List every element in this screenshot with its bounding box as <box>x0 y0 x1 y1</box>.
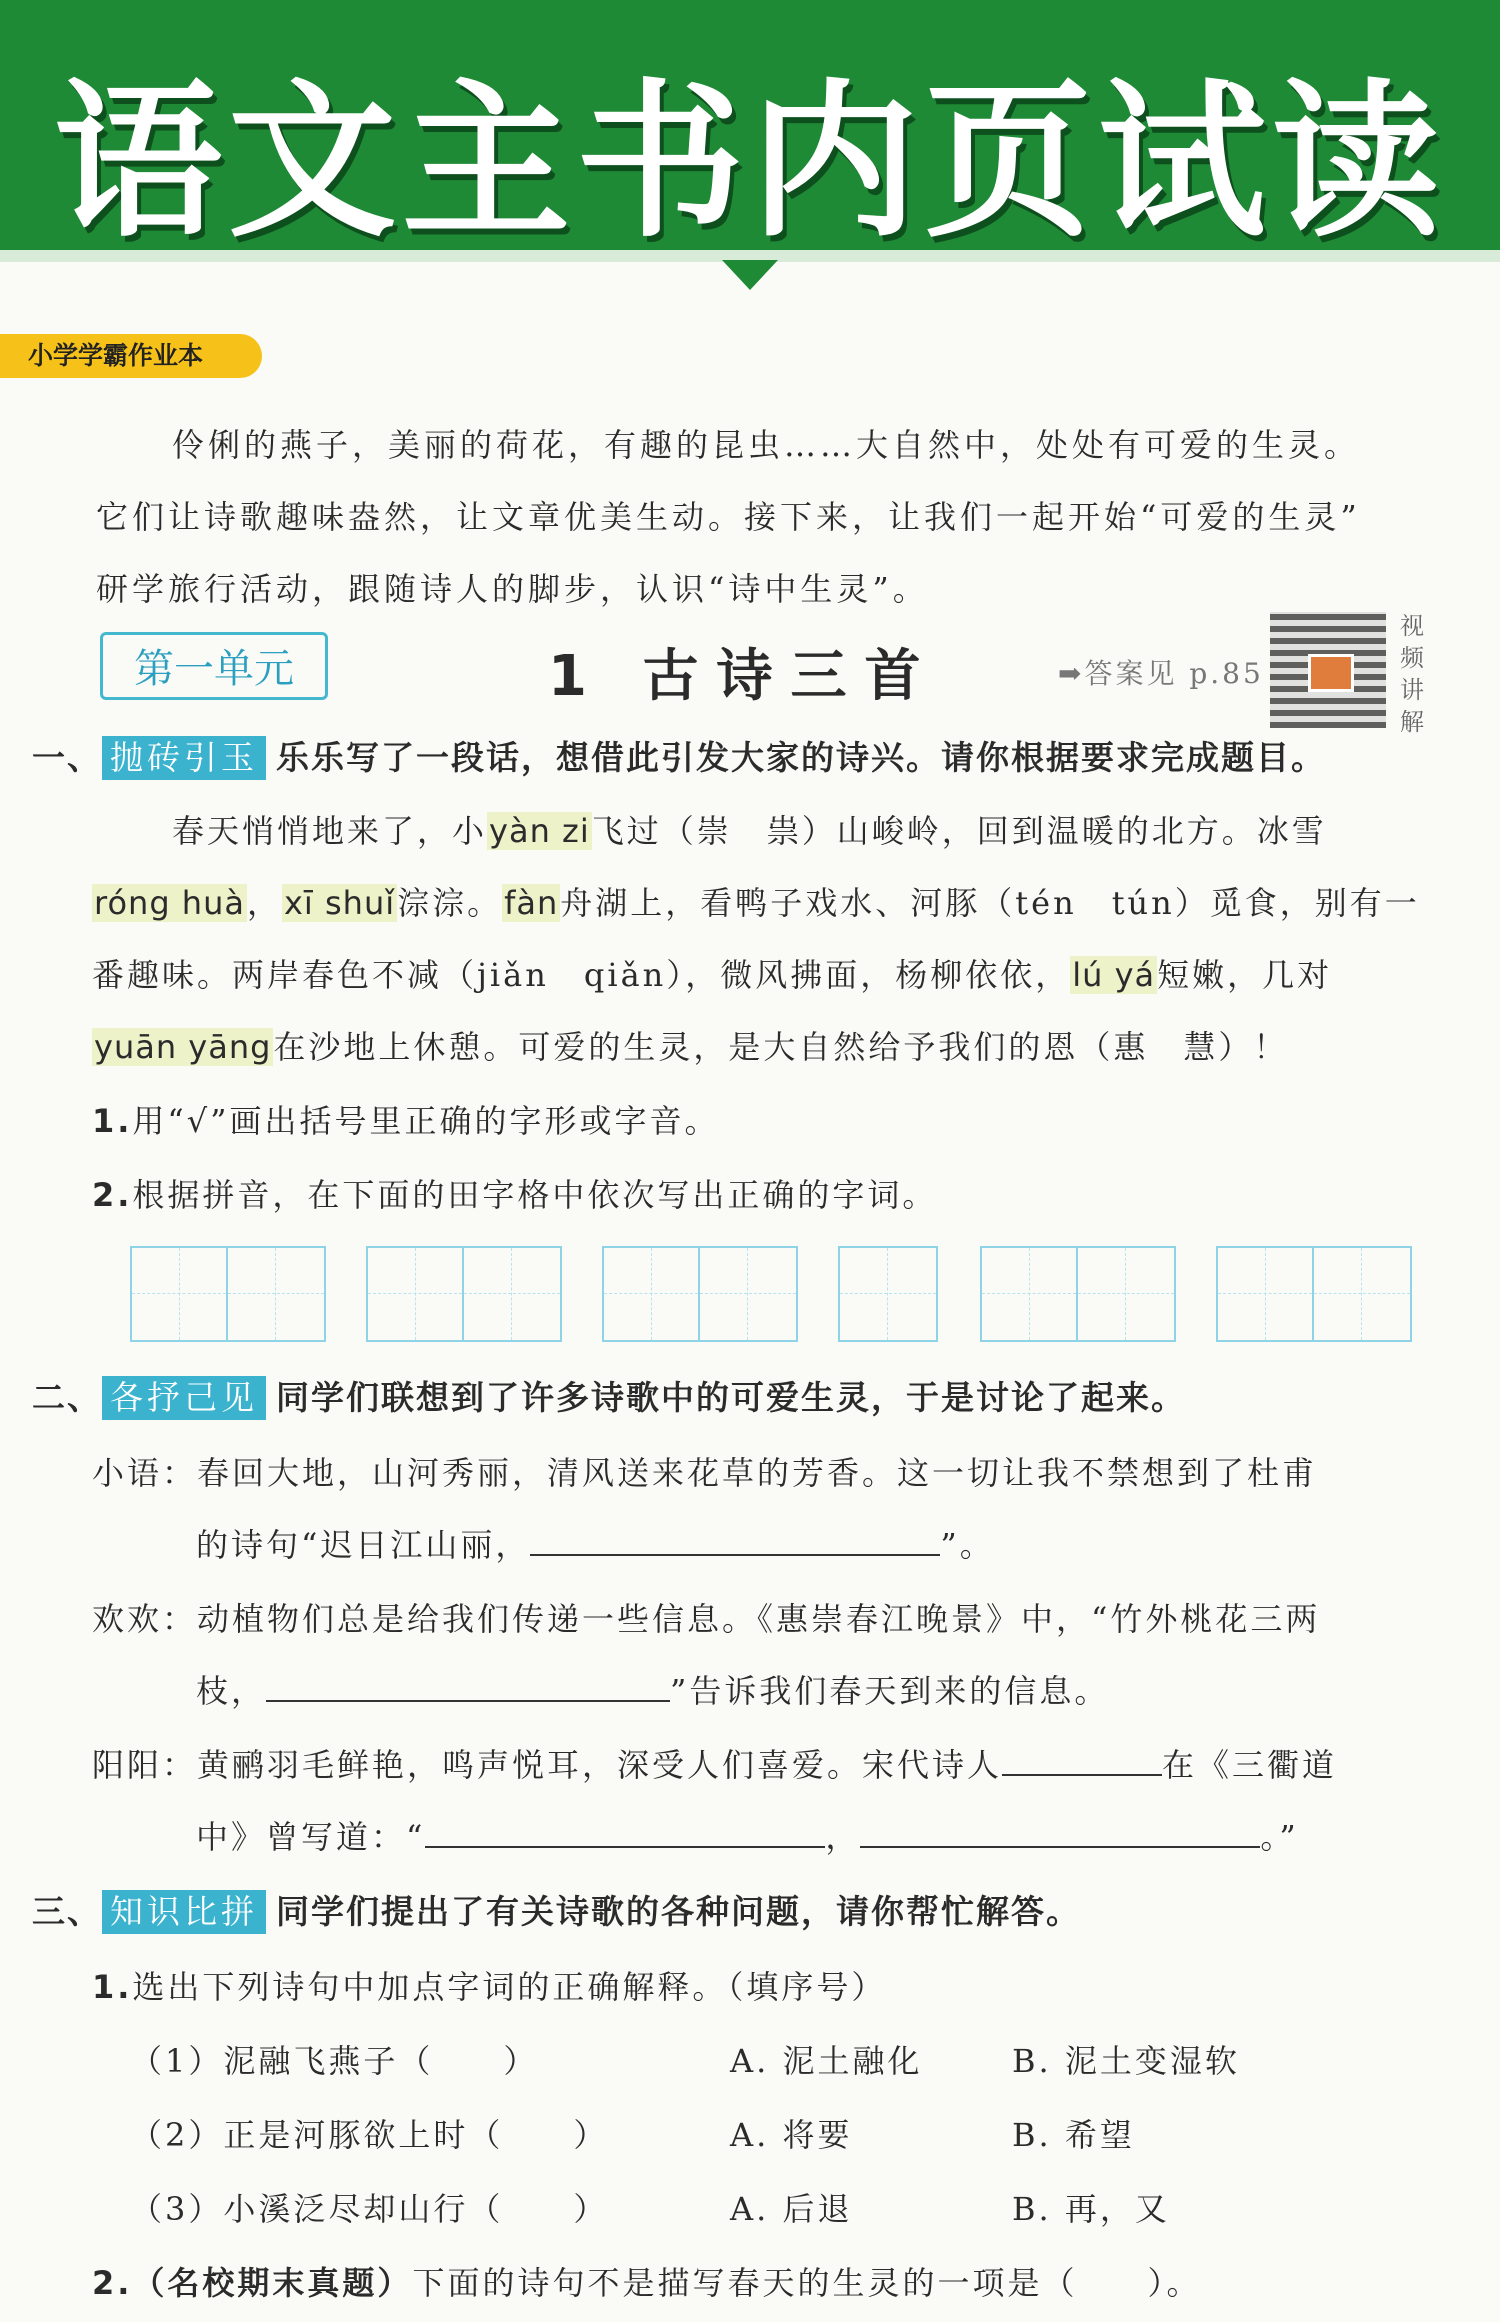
passage-text: 春天悄悄地来了，小 <box>172 812 488 850</box>
writing-grids <box>130 1246 1420 1344</box>
section-2-text: 同学们联想到了许多诗歌中的可爱生灵，于是讨论了起来。 <box>276 1378 1186 1417</box>
choice-option-a[interactable]: A. 将要 <box>730 2116 853 2154</box>
xiaoyu-line-1: 小语：春回大地，山河秀丽，清风送来花草的芳香。这一切让我不禁想到了杜甫 <box>92 1454 1318 1492</box>
pinyin-highlight: lú yá <box>1072 956 1156 994</box>
answer-blank[interactable] <box>530 1524 940 1556</box>
dialog-text: 中》曾写道：“ <box>196 1818 426 1856</box>
answer-blank[interactable] <box>1002 1744 1162 1776</box>
question-1-2 <box>92 1170 937 1216</box>
xiaoyu-line-2 <box>196 1520 995 1566</box>
choice-item-question: （2）正是河豚欲上时（ ） <box>130 2116 609 2154</box>
pinyin-highlight: fàn <box>504 884 559 922</box>
question-number: 1. <box>92 1102 133 1140</box>
choice-option-b[interactable]: B. 再，又 <box>1012 2190 1170 2228</box>
unit-label: 第一单元 <box>100 632 328 700</box>
dialog-text: ， <box>825 1818 861 1856</box>
passage-text: 飞过（崇 祟）山峻岭，回到温暖的北方。冰雪 <box>591 812 1327 850</box>
choice-option-b[interactable]: B. 希望 <box>1012 2116 1135 2154</box>
answer-blank[interactable] <box>425 1816 825 1848</box>
choice-option-a[interactable]: A. 泥土融化 <box>730 2042 923 2080</box>
dialog-text: 的诗句“迟日江山丽， <box>196 1526 531 1564</box>
section-1-text: 乐乐写了一段话，想借此引发大家的诗兴。请你根据要求完成题目。 <box>276 738 1326 777</box>
question-text: 选出下列诗句中加点字词的正确解释。（填序号） <box>132 1968 887 2006</box>
choice-item-question: （3）小溪泛尽却山行（ ） <box>130 2190 609 2228</box>
section-1-heading <box>32 732 1326 780</box>
passage-text: 舟湖上，看鸭子戏水、河豚（tén tún）觅食，别有一 <box>560 884 1420 922</box>
dialog-text: 阳阳：黄鹂羽毛鲜艳，鸣声悦耳，深受人们喜爱。宋代诗人 <box>92 1746 1003 1784</box>
choice-option-a[interactable]: A. 后退 <box>730 2190 853 2228</box>
intro-line-3: 研学旅行活动，跟随诗人的脚步，认识“诗中生灵”。 <box>96 570 929 608</box>
intro-line-1: 伶俐的燕子，美丽的荷花，有趣的昆虫……大自然中，处处有可爱的生灵。 <box>172 426 1361 464</box>
huanhuan-line-1: 欢欢：动植物们总是给我们传递一些信息。《惠崇春江晚景》中，“竹外桃花三两 <box>92 1600 1321 1638</box>
series-tab: 小学学霸作业本 <box>0 334 262 378</box>
exam-source-tag: （名校期末真题） <box>132 2264 413 2302</box>
choice-item-question: （1）泥融飞燕子（ ） <box>130 2042 539 2080</box>
writing-grid[interactable] <box>1216 1246 1412 1342</box>
section-1-tag: 抛砖引玉 <box>102 736 266 780</box>
passage-text: 番趣味。两岸春色不减（jiǎn qiǎn），微风拂面，杨柳依依， <box>92 956 1071 994</box>
dialog-text: 在《三衢道 <box>1162 1746 1338 1784</box>
question-number: 2. <box>92 1176 133 1214</box>
passage-line-3 <box>92 950 1332 996</box>
dialog-text: 枝， <box>196 1672 267 1710</box>
passage-text: 短嫩，几对 <box>1157 956 1333 994</box>
writing-grid[interactable] <box>130 1246 326 1342</box>
question-number: 2. <box>92 2264 133 2302</box>
passage-line-4 <box>92 1022 1288 1068</box>
intro-line-2: 它们让诗歌趣味盎然，让文章优美生动。接下来，让我们一起开始“可爱的生灵” <box>96 498 1361 536</box>
passage-text: 淙淙。 <box>397 884 503 922</box>
answer-blank[interactable] <box>860 1816 1260 1848</box>
question-number: 1. <box>92 1968 133 2006</box>
writing-grid[interactable] <box>602 1246 798 1342</box>
yangyang-line-2 <box>196 1812 1299 1858</box>
pinyin-highlight: yàn zi <box>489 812 590 850</box>
video-thumbnail-icon <box>1308 654 1354 692</box>
section-1-prefix: 一、 <box>32 738 102 777</box>
pinyin-highlight: yuān yāng <box>94 1028 272 1066</box>
pinyin-highlight: róng huà <box>94 884 245 922</box>
passage-text: 在沙地上休憩。可爱的生灵，是大自然给予我们的恩（惠 慧）！ <box>273 1028 1289 1066</box>
banner-title: 语文主书内页试读 <box>54 64 1446 260</box>
section-3-text: 同学们提出了有关诗歌的各种问题，请你帮忙解答。 <box>276 1892 1081 1931</box>
question-3-2 <box>92 2258 1201 2304</box>
question-text: 用“√”画出括号里正确的字形或字音。 <box>132 1102 720 1140</box>
writing-grid[interactable] <box>838 1246 938 1342</box>
section-2-tag: 各抒己见 <box>102 1376 266 1420</box>
section-3-prefix: 三、 <box>32 1892 102 1931</box>
writing-grid[interactable] <box>980 1246 1176 1342</box>
question-text: 下面的诗句不是描写春天的生灵的一项是（ ）。 <box>412 2264 1202 2302</box>
question-text: 根据拼音，在下面的田字格中依次写出正确的字词。 <box>132 1176 938 1214</box>
dialog-text: 。” <box>1260 1818 1299 1856</box>
writing-grid[interactable] <box>366 1246 562 1342</box>
passage-text: ， <box>246 884 282 922</box>
dialog-text: ”告诉我们春天到来的信息。 <box>670 1672 1110 1710</box>
yangyang-line-1 <box>92 1740 1337 1786</box>
answer-blank[interactable] <box>266 1670 670 1702</box>
question-1-1 <box>92 1096 720 1142</box>
dialog-text: ”。 <box>940 1526 995 1564</box>
section-2-prefix: 二、 <box>32 1378 102 1417</box>
section-3-tag: 知识比拼 <box>102 1890 266 1934</box>
answer-reference: ➡答案见 p.85 <box>1058 657 1264 690</box>
choice-option-b[interactable]: B. 泥土变湿软 <box>1012 2042 1240 2080</box>
lesson-title: 1 古诗三首 <box>548 644 939 709</box>
passage-line-2 <box>92 878 1420 924</box>
section-2-heading <box>32 1372 1186 1420</box>
section-3-heading <box>32 1886 1081 1934</box>
question-3-1 <box>92 1962 886 2008</box>
passage-line-1 <box>172 806 1327 852</box>
video-label: 视频讲解 <box>1400 612 1424 736</box>
huanhuan-line-2 <box>196 1666 1109 1712</box>
pinyin-highlight: xī shuǐ <box>283 884 396 922</box>
